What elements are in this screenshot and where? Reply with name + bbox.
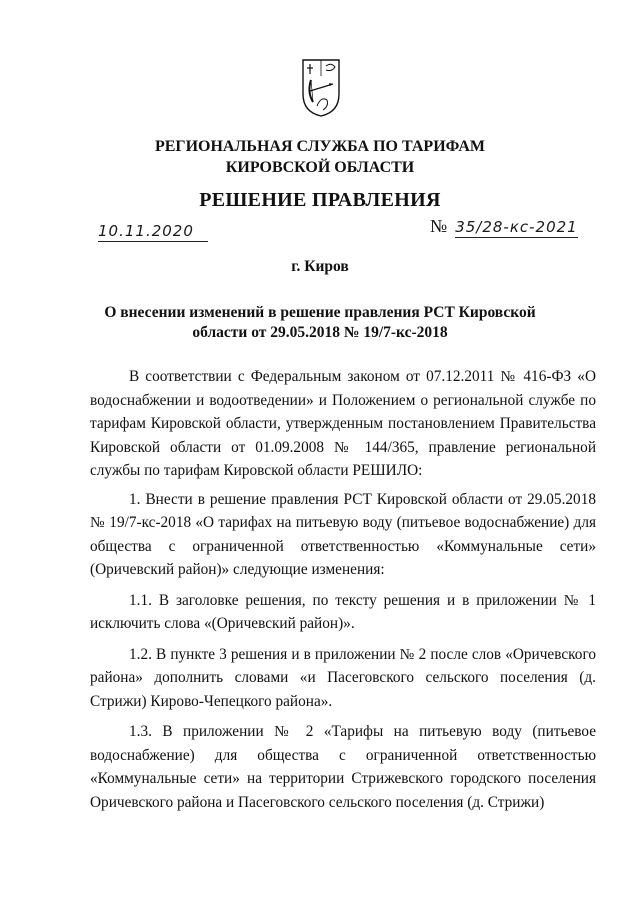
- authority-line-2: КИРОВСКОЙ ОБЛАСТИ: [225, 159, 415, 176]
- document-body: [90, 365, 596, 819]
- handwritten-date: 10.11.2020: [98, 222, 208, 242]
- item-1-3: 1.3. В приложении № 2 «Тарифы на питьевую воду (питьевое водоснабжение) для общества с ограниченной ответственностью «Коммунальные сети» на территории Стрижевского городского поселения Оричевского района и Пасеговского сельского поселения (д. Стрижи): [90, 723, 596, 811]
- subject-line-2: области от 29.05.2018 № 19/7-кс-2018: [192, 324, 448, 341]
- handwritten-number: 35/28-кс-2021: [455, 218, 578, 236]
- subject-line-1: О внесении изменений в решение правления РСТ Кировской: [104, 304, 536, 321]
- document-number: [430, 216, 578, 238]
- coat-of-arms-icon: [301, 58, 341, 118]
- item-1-1: 1.1. В заголовке решения, по тексту решения и в приложении № 1 исключить слова «(Оричевский район)».: [90, 591, 596, 632]
- authority-line-1: РЕГИОНАЛЬНАЯ СЛУЖБА ПО ТАРИФАМ: [154, 138, 486, 155]
- issuing-authority: [0, 136, 640, 178]
- number-sign: №: [430, 216, 448, 236]
- document-type-title: РЕШЕНИЕ ПРАВЛЕНИЯ: [199, 189, 441, 211]
- decision-subject: [0, 303, 640, 343]
- city-of-issue: г. Киров: [291, 258, 349, 275]
- item-1-2: 1.2. В пункте 3 решения и в приложении № 2 после слов «Оричевского района» дополнить словами «и Пасеговского сельского поселения (д. Стрижи) Кирово-Чепецкого района».: [90, 645, 596, 710]
- item-1: 1. Внести в решение правления РСТ Кировской области от 29.05.2018 № 19/7-кс-2018 «О тарифах на питьевую воду (питьевое водоснабжение) для общества с ограниченной ответственностью «Коммунальные сети» (Оричевский район)» следующие изменения:: [90, 490, 596, 578]
- preamble-paragraph: В соответствии с Федеральным законом от 07.12.2011 № 416-ФЗ «О водоснабжении и водоотведении» и Положением о региональной службе по тарифам Кировской области, утвержденным постановлением Правительства Кировской области от 01.09.2008 № 144/365, правление региональной службы по тарифам Кировской области РЕШИЛО:: [90, 368, 596, 479]
